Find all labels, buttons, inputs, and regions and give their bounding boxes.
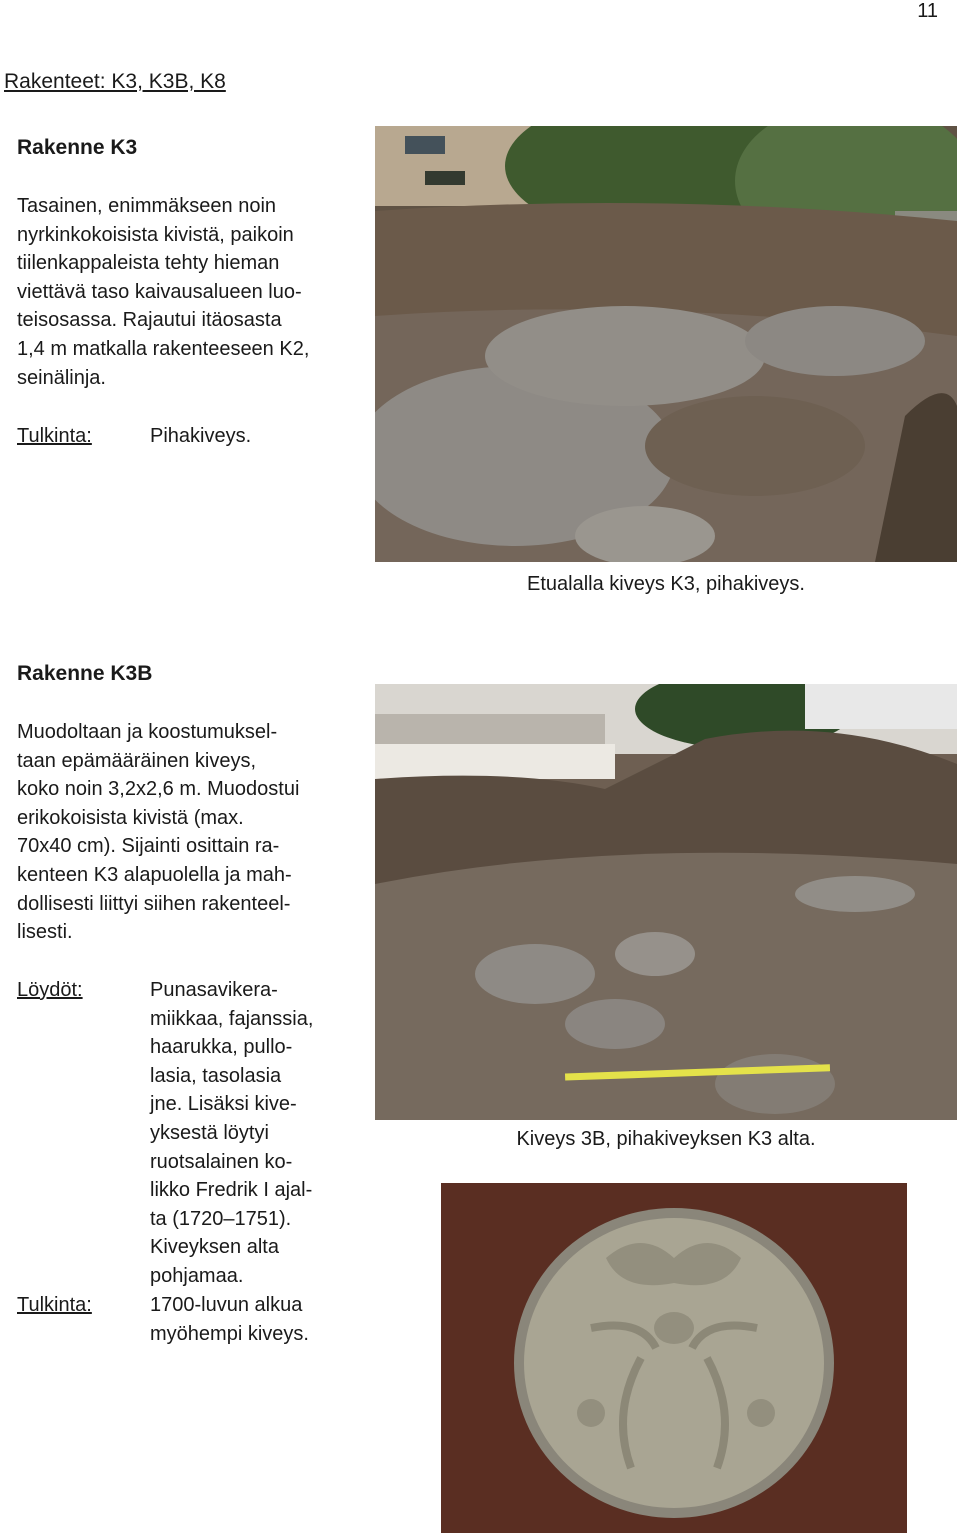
coin-photo [441,1183,907,1533]
k3b-photo-caption: Kiveys 3B, pihakiveyksen K3 alta. [516,1128,816,1150]
k3b-description: Muodoltaan ja koostumuksel- taan epämääräinen kiveys, koko noin 3,2x2,6 m. Muodostui erikokoisista kivistä (max. 70x40 cm). Sijainti osittain ra- kenteen K3 alapuolella ja mah- dollisesti liittyi siihen rakenteel- lisesti. [17,721,300,944]
k3b-heading: Rakenne K3B [17,662,153,685]
k3-photo-caption: Etualalla kiveys K3, pihakiveys. [527,573,805,595]
k3b-excavation-photo [375,684,957,1120]
k3b-interpretation-value: 1700-luvun alkua myöhempi kiveys. [150,1294,309,1345]
k3-heading: Rakenne K3 [17,136,138,159]
k3-excavation-photo [375,126,957,562]
k3b-finds-label: Löydöt: [17,979,83,1001]
k3b-interpretation-label: Tulkinta: [17,1294,92,1316]
page-number: 11 [917,0,938,22]
k3-description: Tasainen, enimmäkseen noin nyrkinkokoisista kivistä, paikoin tiilenkappaleista tehty hieman viettävä taso kaivausalueen luo- teisosassa. Rajautui itäosasta 1,4 m matkalla rakenteeseen K2, seinälinja. [17,195,310,389]
k3b-finds-value: Punasavikera- miikkaa, fajanssia, haarukka, pullo- lasia, tasolasia jne. Lisäksi kive- yksestä löytyi ruotsalainen ko- likko Fredrik I ajal- ta (1720–1751). Kiveyksen alta pohjamaa. [150,979,314,1287]
k3-interpretation-label: Tulkinta: [17,425,92,447]
section-heading: Rakenteet: K3, K3B, K8 [4,70,226,93]
k3-interpretation-value: Pihakiveys. [150,425,252,447]
